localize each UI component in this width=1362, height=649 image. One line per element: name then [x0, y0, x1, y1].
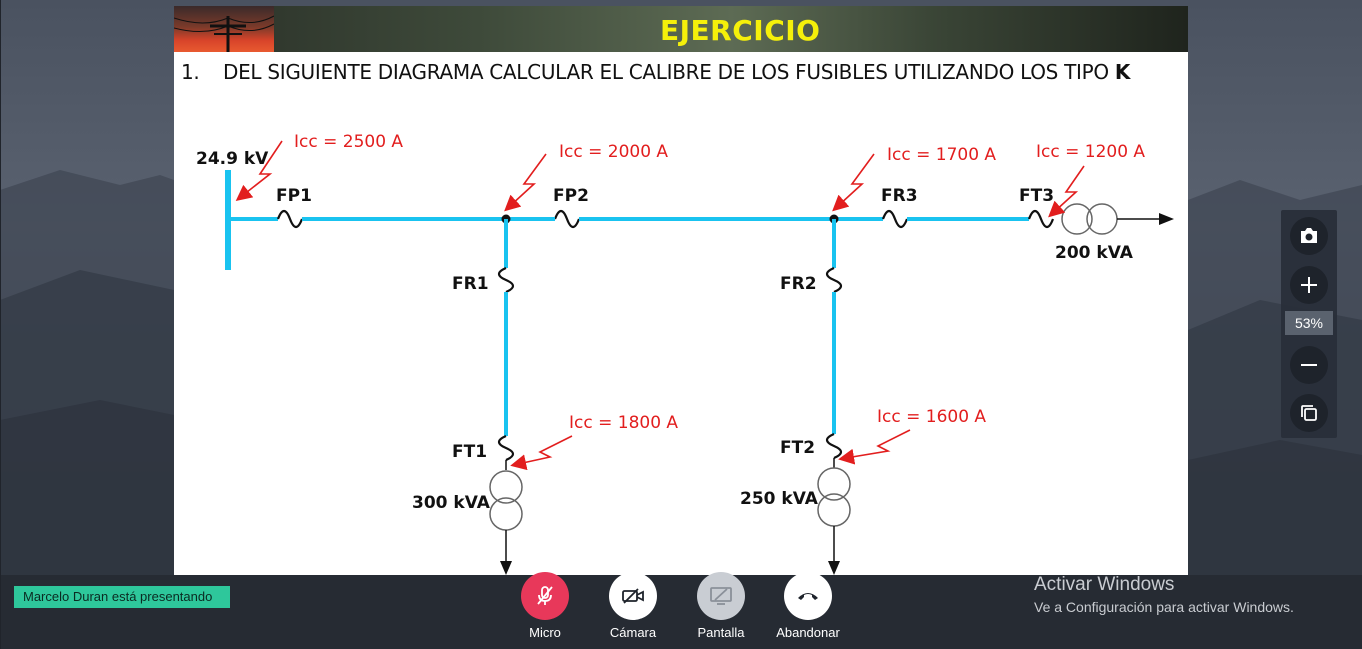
- camera-button[interactable]: [609, 572, 657, 620]
- fuse-ft2-symbol: [827, 434, 841, 458]
- screen-label: Pantalla: [697, 625, 745, 640]
- leave-button[interactable]: [784, 572, 832, 620]
- fault-arrow-6: [846, 430, 910, 458]
- transformer-t3-rating: 200 kVA: [1055, 243, 1133, 263]
- t3-output-arrow: [1159, 213, 1174, 225]
- pop-out-button[interactable]: [1290, 394, 1328, 432]
- fuse-ft2-label: FT2: [780, 438, 816, 458]
- fault-current-5: Icc = 1800 A: [569, 413, 679, 433]
- fuse-fr2-symbol: [827, 268, 841, 292]
- camera-control[interactable]: [597, 572, 669, 640]
- leave-label: Abandonar: [776, 625, 840, 640]
- hang-up-icon: [796, 589, 820, 603]
- activation-watermark-subtitle: Ve a Configuración para activar Windows.: [1034, 599, 1294, 615]
- activation-watermark-title: Activar Windows: [1034, 574, 1175, 595]
- fuse-fr3-label: FR3: [881, 186, 918, 206]
- fault-current-2: Icc = 2000 A: [559, 142, 669, 162]
- transformer-t2-primary: [818, 468, 850, 500]
- minus-icon: [1299, 355, 1319, 375]
- camera-icon: [1299, 227, 1319, 245]
- question-number: 1.: [181, 60, 200, 84]
- screen-share-button[interactable]: [697, 572, 745, 620]
- fault-arrow-4: [1054, 166, 1084, 212]
- single-line-diagram: [174, 6, 1188, 575]
- fuse-ft3-symbol: [1029, 211, 1053, 227]
- fault-arrow-5: [518, 436, 572, 464]
- screen-control[interactable]: [685, 572, 757, 640]
- screenshot-button[interactable]: [1290, 217, 1328, 255]
- copy-icon: [1299, 403, 1319, 423]
- fault-current-1: Icc = 2500 A: [294, 132, 404, 152]
- fuse-fr1-symbol: [499, 268, 513, 292]
- fuse-fr3-symbol: [883, 211, 907, 227]
- micro-button[interactable]: [521, 572, 569, 620]
- mic-off-icon: [534, 584, 556, 608]
- camera-label: Cámara: [609, 625, 657, 640]
- micro-control[interactable]: [509, 572, 581, 640]
- zoom-in-button[interactable]: [1290, 266, 1328, 304]
- fuse-fp1-label: FP1: [276, 186, 312, 206]
- zoom-level: 53%: [1285, 311, 1333, 335]
- plus-icon: [1299, 275, 1319, 295]
- question-bold-k: K: [1114, 60, 1131, 84]
- camera-off-icon: [621, 587, 645, 605]
- transformer-t2-secondary: [818, 494, 850, 526]
- window-edge: [0, 0, 1, 649]
- source-voltage-label: 24.9 kV: [196, 149, 269, 169]
- question-body: DEL SIGUIENTE DIAGRAMA CALCULAR EL CALIBRE DE LOS FUSIBLES UTILIZANDO LOS TIPO: [223, 60, 1115, 84]
- fault-arrow-3: [838, 154, 874, 206]
- presenter-badge: Marcelo Duran está presentando: [14, 586, 230, 608]
- fuse-ft1-label: FT1: [452, 442, 488, 462]
- fault-current-4: Icc = 1200 A: [1036, 142, 1146, 162]
- slide-title: EJERCICIO: [660, 14, 821, 47]
- transformer-t2-rating: 250 kVA: [740, 489, 818, 509]
- shared-slide: [174, 6, 1188, 575]
- zoom-out-button[interactable]: [1290, 346, 1328, 384]
- micro-label: Micro: [529, 625, 561, 640]
- fuse-fp1-symbol: [278, 211, 302, 227]
- leave-control[interactable]: [772, 572, 844, 640]
- fuse-fp2-symbol: [555, 211, 579, 227]
- fuse-ft1-symbol: [499, 436, 513, 460]
- zoom-panel: [1281, 210, 1337, 438]
- screen-share-off-icon: [709, 586, 733, 606]
- fault-arrow-2: [510, 154, 546, 206]
- fuse-fp2-label: FP2: [553, 186, 589, 206]
- fault-current-6: Icc = 1600 A: [877, 407, 987, 427]
- fault-current-3: Icc = 1700 A: [887, 145, 997, 165]
- fuse-ft3-label: FT3: [1019, 186, 1055, 206]
- fuse-fr2-label: FR2: [780, 274, 817, 294]
- fuse-fr1-label: FR1: [452, 274, 489, 294]
- transformer-t1-rating: 300 kVA: [412, 493, 490, 513]
